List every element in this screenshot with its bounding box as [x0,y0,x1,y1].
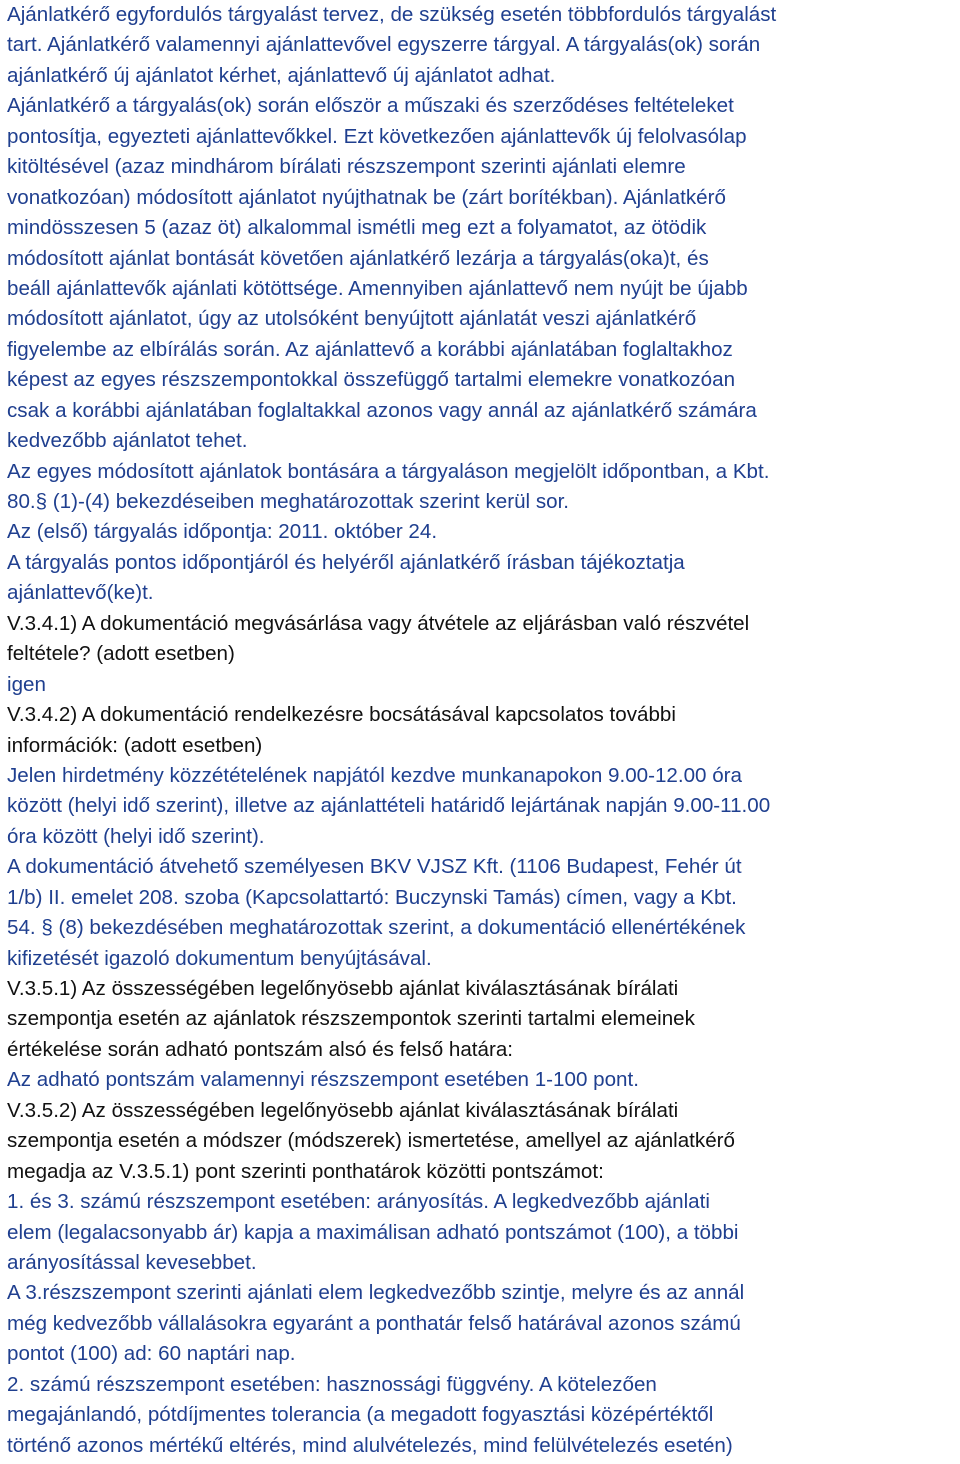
text-line: kifizetését igazoló dokumentum benyújtásával. [7,946,432,970]
text-line: beáll ajánlattevők ajánlati kötöttsége. Amennyiben ajánlattevő nem nyújt be újabb [7,276,748,300]
text-line: arányosítással kevesebbet. [7,1250,257,1274]
text-line: Az (első) tárgyalás időpontja: 2011. október 24. [7,520,438,544]
text-line: V.3.4.2) A dokumentáció rendelkezésre bocsátásával kapcsolatos további [7,703,676,727]
text-line: Az adható pontszám valamennyi részszempont esetében 1-100 pont. [7,1068,639,1092]
text-line: csak a korábbi ajánlatában foglaltakkal azonos vagy annál az ajánlatkérő számára [7,398,757,422]
text-line: még kedvezőbb vállalásokra egyaránt a ponthatár felső határával azonos számú [7,1311,741,1335]
text-line: 1/b) II. emelet 208. szoba (Kapcsolattartó: Buczynski Tamás) címen, vagy a Kbt. [7,885,737,909]
text-line: pontot (100) ad: 60 naptári nap. [7,1342,296,1366]
text-line: megadja az V.3.5.1) pont szerinti ponthatárok közötti pontszámot: [7,1159,604,1183]
text-line: 1. és 3. számú részszempont esetében: arányosítás. A legkedvezőbb ajánlati [7,1190,710,1214]
text-line: V.3.4.1) A dokumentáció megvásárlása vagy átvétele az eljárásban való részvétel [7,611,750,635]
text-line: értékelése során adható pontszám alsó és felső határa: [7,1037,513,1061]
text-line: kedvezőbb ajánlatot tehet. [7,429,248,453]
text-line: módosított ajánlatot, úgy az utolsóként benyújtott ajánlatát veszi ajánlatkérő [7,307,697,331]
text-line: megajánlandó, pótdíjmentes tolerancia (a megadott fogyasztási középértéktől [7,1403,714,1427]
text-line: ajánlatkérő új ajánlatot kérhet, ajánlattevő új ajánlatot adhat. [7,63,556,87]
text-line: 54. § (8) bekezdésében meghatározottak szerint, a dokumentáció ellenértékének [7,916,746,940]
text-line: tart. Ajánlatkérő valamennyi ajánlattevővel egyszerre tárgyal. A tárgyalás(ok) során [7,33,761,57]
text-line: történő azonos mértékű eltérés, mind alulvételezés, mind felülvételezés esetén) [7,1433,733,1457]
text-line: ajánlattevő(ke)t. [7,581,154,605]
text-line: szempontja esetén a módszer (módszerek) ismertetése, amellyel az ajánlatkérő [7,1129,735,1153]
text-line: A tárgyalás pontos időpontjáról és helyéről ajánlatkérő írásban tájékoztatja [7,550,685,574]
text-line: képest az egyes részszempontokkal összefüggő tartalmi elemekre vonatkozóan [7,368,736,392]
text-line: igen [7,672,46,696]
text-line: Az egyes módosított ajánlatok bontására a tárgyaláson megjelölt időpontban, a Kbt. [7,459,770,483]
text-line: feltétele? (adott esetben) [7,642,235,666]
text-line: elem (legalacsonyabb ár) kapja a maximálisan adható pontszámot (100), a többi [7,1220,739,1244]
document-page [7,0,959,1461]
text-line: Ajánlatkérő egyfordulós tárgyalást tervez, de szükség esetén többfordulós tárgyalást [7,3,777,26]
text-line: óra között (helyi idő szerint). [7,824,265,848]
text-line: A 3.részszempont szerinti ajánlati elem legkedvezőbb szintje, melyre és az annál [7,1281,745,1305]
text-line: között (helyi idő szerint), illetve az ajánlattételi határidő lejártának napján 9.00-11.00 [7,794,771,818]
text-line: mindösszesen 5 (azaz öt) alkalommal ismétli meg ezt a folyamatot, az ötödik [7,216,707,240]
text-line: figyelembe az elbírálás során. Az ajánlattevő a korábbi ajánlatában foglaltakhoz [7,337,733,361]
text-line: V.3.5.1) Az összességében legelőnyösebb ajánlat kiválasztásának bírálati [7,977,679,1000]
text-line: pontosítja, egyezteti ajánlattevőkkel. Ezt következően ajánlattevők új felolvasólap [7,124,747,148]
text-line: 2. számú részszempont esetében: hasznossági függvény. A kötelezően [7,1372,657,1396]
text-line: Ajánlatkérő a tárgyalás(ok) során először a műszaki és szerződéses feltételeket [7,94,734,118]
text-line: vonatkozóan) módosított ajánlatot nyújthatnak be (zárt borítékban). Ajánlatkérő [7,185,726,209]
text-line: módosított ajánlat bontását követően ajánlatkérő lezárja a tárgyalás(oka)t, és [7,246,709,270]
text-line: kitöltésével (azaz mindhárom bírálati részszempont szerinti ajánlati elemre [7,155,686,179]
text-line: A dokumentáció átvehető személyesen BKV VJSZ Kft. (1106 Budapest, Fehér út [7,855,742,879]
text-line: információk: (adott esetben) [7,733,263,757]
text-line: szempontja esetén az ajánlatok részszempontok szerinti tartalmi elemeinek [7,1007,695,1031]
text-line: V.3.5.2) Az összességében legelőnyösebb ajánlat kiválasztásának bírálati [7,1098,679,1122]
text-line: Jelen hirdetmény közzétételének napjától kezdve munkanapokon 9.00-12.00 óra [7,763,742,787]
text-line: 80.§ (1)-(4) bekezdéseiben meghatározottak szerint kerül sor. [7,490,570,513]
